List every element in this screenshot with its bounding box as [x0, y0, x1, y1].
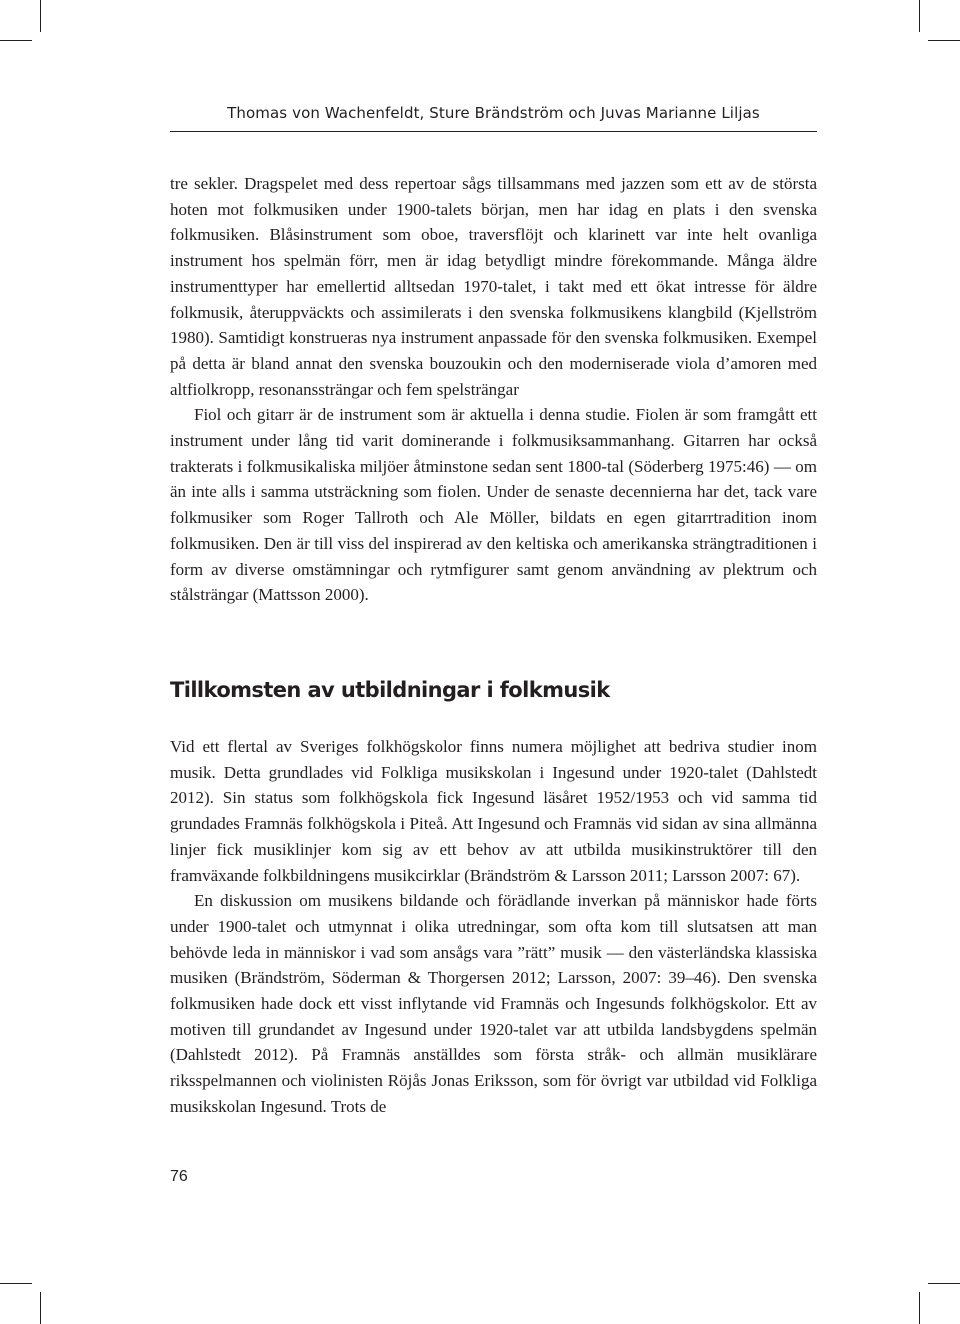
- body-paragraph: Fiol och gitarr är de instrument som är aktuella i denna studie. Fiolen är som framgått ett instrument under lång tid varit dominerande i folkmusiksammanhang. Gitarren har också trakterats i folkmusikaliska miljöer åtminstone sedan sent 1800-tal (Söderberg 1975:46) — om än inte alls i samma utsträckning som fiolen. Under de senaste decennierna har det, tack vare folkmusiker som Roger Tallroth och Ale Möller, bildats en egen gitarrtradition inom folkmusiken. Den är till viss del inspirerad av den keltiska och amerikanska strängtraditionen i form av diverse omstämningar och rytmfigurer samt genom användning av plektrum och stålsträngar (Mattsson 2000).: [170, 405, 817, 605]
- crop-mark-top-right-vertical: [919, 0, 920, 32]
- crop-mark-top-left-horizontal: [0, 40, 32, 41]
- crop-mark-bottom-right-vertical: [919, 1292, 920, 1324]
- body-text: [170, 171, 817, 608]
- crop-mark-top-right-horizontal: [928, 40, 960, 41]
- section-body-text: [170, 734, 817, 1120]
- running-header: Thomas von Wachenfeldt, Sture Brändström och Juvas Marianne Liljas: [227, 104, 760, 122]
- section-paragraph: Vid ett flertal av Sveriges folkhögskolor finns numera möjlighet att bedriva studier inom musik. Detta grundlades vid Folkliga musikskolan i Ingesund under 1920-talet (Dahlstedt 2012). Sin status som folkhögskola fick Ingesund läsåret 1952/1953 och vid samma tid grundades Framnäs folkhögskola i Piteå. Att Ingesund och Framnäs vid sidan av sina allmänna linjer fick musiklinjer kom sig av ett behov av att utbilda musikinstruktörer till den framväxande folkbildningens musikcirklar (Brändström & Larsson 2011; Larsson 2007: 67).: [170, 737, 817, 885]
- crop-mark-top-left-vertical: [40, 0, 41, 32]
- page-number: 76: [170, 1168, 188, 1185]
- header-rule: [170, 131, 817, 132]
- body-paragraph: tre sekler. Dragspelet med dess repertoar sågs tillsammans med jazzen som ett av de största hoten mot folkmusiken under 1900-talets början, men har idag en plats i den svenska folkmusiken. Blåsinstrument som oboe, traversflöjt och klarinett var inte helt ovanliga instrument hos spelmän förr, men är idag betydligt mindre förekommande. Många äldre instrumenttyper har emellertid alltsedan 1970-talet, i takt med ett ökat intresse för äldre folkmusik, återuppväckts och assimilerats i den svenska folkmusikens klangbild (Kjellström 1980). Samtidigt konstrueras nya instrument anpassade för den svenska folkmusiken. Exempel på detta är bland annat den svenska bouzoukin och den moderniserade viola d’amoren med altfiolkropp, resonanssträngar och fem spelsträngar: [170, 174, 817, 399]
- section-paragraph: En diskussion om musikens bildande och förädlande inverkan på människor hade förts under 1900-talet och utmynnat i olika utredningar, som ofta kom till slutsatsen att man behövde leda in människor i vad som ansågs vara ”rätt” musik — den västerländska klassiska musiken (Brändström, Söderman & Thorgersen 2012; Larsson, 2007: 39–46). Den svenska folkmusiken hade dock ett visst inflytande vid Framnäs och Ingesunds folkhögskolor. Ett av motiven till grundandet av Ingesund under 1920-talet var att utbilda landsbygdens spelmän (Dahlstedt 2012). På Framnäs anställdes som första stråk- och allmän musiklärare riksspelmannen och violinisten Röjås Jonas Eriksson, som för övrigt var utbildad vid Folkliga musikskolan Ingesund. Trots de: [170, 891, 817, 1116]
- section-heading: Tillkomsten av utbildningar i folkmusik: [170, 678, 610, 702]
- crop-mark-bottom-left-horizontal: [0, 1283, 32, 1284]
- crop-mark-bottom-left-vertical: [40, 1292, 41, 1324]
- crop-mark-bottom-right-horizontal: [928, 1283, 960, 1284]
